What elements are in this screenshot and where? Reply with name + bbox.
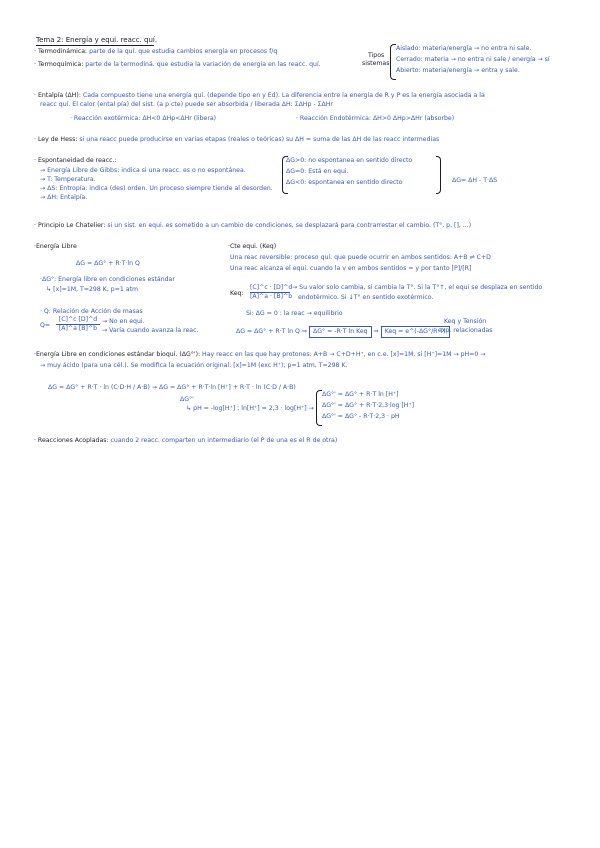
bioquimica-text1: Hay reacc en las que hay protones: A+B → C+D+H⁺, en c.e. [x]=1M, si [H⁺]=1M → pH=0 → — [202, 351, 486, 358]
entalpia-text1: Cada compuesto tiene una energía quí. (depende tipo en y Ed). La diferencia entre la energía de R y P es la energía asociada a la — [82, 92, 485, 99]
esp-item-entropia: → ΔS: Entropía: indica (des) orden. Un proceso siempre tiende al desorden. — [40, 185, 273, 192]
cte-equi-heading: ·Cte equi. (Keq) — [228, 243, 277, 250]
q-fraction — [56, 316, 100, 333]
termoquimica-text: parte de la termodiná. que estudia la variación de energía en las reacc. quí. — [85, 61, 321, 68]
esp-item-temp: → T: Temperatura. — [40, 176, 96, 183]
tipos-label — [362, 52, 389, 68]
cond-negative: ΔG<0: espontanea en sentido directo — [286, 179, 403, 186]
entalpia-term: Entalpía (ΔH): — [37, 92, 81, 99]
termodinamica-term: Termodinámica: — [37, 48, 88, 55]
sistema-cerrado: Cerrado: materia → no entra ni sale / energía → sí — [396, 56, 550, 63]
q-notes — [102, 318, 198, 336]
q-denominator: [A]^a [B]^b — [58, 324, 98, 332]
entalpia-line1: · Entalpía (ΔH): Cada compuesto tiene una energía quí. (depende tipo en y Ed). La diferencia entre la energía de R y P es la energía asociada a la — [34, 92, 485, 99]
entalpia-exo: · Reacción exotérmica: ΔH<0 ΔHp<ΔHr (libera) — [70, 115, 217, 122]
relation-notes — [438, 318, 493, 336]
energia-libre-heading: ·Energía Libre — [34, 243, 77, 250]
espontaneidad-heading: Espontaneidad de reacc.: — [37, 157, 117, 164]
q-note-2: → Varía cuando avanza la reac. — [102, 327, 199, 334]
q-title: · Q: Relación de Acción de masas — [40, 308, 143, 315]
relation-lhs: ΔG = ΔG° + R·T ln Q ⇒ — [236, 328, 308, 335]
relation-note-1: Keq y Tensión — [444, 318, 487, 325]
boxed-keq: Keq = e^(-ΔG°/R·T) — [381, 326, 450, 338]
conditions-brace-right — [436, 156, 441, 194]
lechatelier-text: si un sist. en equi. es sometido a un cambio de condiciones, se desplazará para contrarrestar el cambio. (T°, p, [], ...) — [107, 222, 472, 229]
termoquimica-term: Termoquímica: — [37, 61, 84, 68]
acopladas-text: cuando 2 reacc. comparten un intermediario (el P de una es el R de otra) — [110, 437, 338, 444]
espontaneidad-conditions — [286, 157, 412, 190]
cte-equi-line1: Una reac reversible: proceso quí. que puede ocurrir en ambos sentidos: A+B ⇌ C+D — [230, 254, 491, 261]
cond-zero: ΔG=0: Está en equi. — [286, 168, 349, 175]
q-note-1: → No en equi. — [102, 318, 145, 325]
espontaneidad-term: · Espontaneidad de reacc.: — [34, 157, 117, 164]
bioquimica-results — [322, 391, 414, 424]
hess-term: Ley de Hess: — [37, 136, 78, 143]
relation-arrow: ⇒ — [373, 328, 379, 335]
gibbs-formula: ΔG= ΔH - T·ΔS — [452, 177, 498, 184]
result-2: ΔG°' = ΔG° + R·T·2,3·log [H⁺] — [322, 402, 415, 409]
dg0-title: ·ΔG°: Energía libre en condiciones estándar — [40, 276, 175, 283]
result-3: ΔG°' = ΔG° - R·T·2,3 · pH — [322, 413, 400, 420]
q-numerator: [C]^c [D]^d — [56, 316, 100, 325]
page-title: Tema 2: Energía y equi. reacc. quí. — [36, 36, 158, 44]
sistema-abierto: Abierto: materia/energía → entra y sale. — [396, 67, 520, 74]
result-1: ΔG°' = ΔG° + R·T ln [H⁺] — [322, 391, 399, 398]
entalpia-line2: reacc quí. El calor (ental pía) del sist. (a p cte) puede ser absorbida / liberada ΔH: ΣΔHp - ΣΔHr — [40, 101, 333, 108]
keq-note-1: → Su valor solo cambia, si cambia la T°. Si la T°↑, el equi se desplaza en sentido — [292, 284, 543, 291]
relation-note-2: exp. relacionadas — [438, 327, 493, 334]
acopladas-line — [34, 437, 337, 445]
dg0-conditions: ↳ [x]=1M, T=298 K, p=1 atm — [46, 286, 139, 293]
bioquimica-line2: → muy ácido (para una cél.). Se modifica la ecuación original: [x]=1M (exc H⁺); p=1 atm, T=298 K. — [40, 362, 348, 369]
esp-item-entalpia: → ΔH: Entalpía. — [40, 194, 88, 201]
keq-denominator: [A]^a · [B]^b — [250, 292, 293, 300]
esp-item-gibbs: → Energía Libre de Gibbs: indica si una reacc. es o no espontánea. — [40, 167, 246, 174]
bioquimica-line1 — [34, 351, 485, 359]
cond-positive: ΔG>0: no espontanea en sentido directo — [286, 157, 413, 164]
acopladas-term: · Reacciones Acopladas: — [34, 437, 109, 444]
bioquimica-ph: ↳ pH = -log[H⁺] ; ln[H⁺] = 2,3 · log[H⁺] → — [186, 405, 314, 412]
title-underline — [36, 45, 154, 46]
tipos-label-2: sistemas — [362, 59, 390, 67]
entalpia-endo: · Reacción Endotérmica: ΔH>0 ΔHp>ΔHr (absorbe) — [296, 115, 455, 122]
bioquimica-eq: ΔG = ΔG° + R·T · ln (C·D·H / A·B) → ΔG = ΔG° + R·T·ln [H⁺] + R·T · ln (C·D / A·B) — [48, 384, 296, 391]
cte-equi-line2: Una reac alcanza el equi. cuando la v en ambos sentidos = y por tanto [P]/[R] — [230, 265, 472, 272]
hess-text: si una reacc puede producirse en varias etapas (reales o teóricas) su ΔH = suma de las ΔH de las reacc intermedias — [79, 136, 440, 143]
bioquimica-dg0p: ΔG°' — [180, 396, 194, 403]
espontaneidad-items — [40, 167, 273, 203]
lechatelier-term: Principio Le Chatelier: — [37, 222, 106, 229]
sistemas-list — [396, 45, 550, 78]
hess-line: · Ley de Hess: si una reacc puede producirse en varias etapas (reales o teóricas) su ΔH = suma de las ΔH de las reacc intermedias — [34, 136, 440, 143]
keq-label: Keq: — [230, 290, 244, 297]
energia-libre-eq: ΔG = ΔG° + R·T·ln Q — [76, 260, 140, 267]
termoquimica-line: · Termoquímica: parte de la termodiná. que estudia la variación de energía en las reacc. quí. — [34, 61, 321, 68]
keq-note-2: endotérmico. Si ↓T° en sentido exotérmico. — [298, 294, 434, 301]
si-line: Si: ΔG = 0 : la reac → equilibrio — [246, 310, 343, 317]
termodinamica-line: · Termodinámica: parte de la quí. que estudia cambios energía en procesos f/q — [34, 48, 278, 55]
lechatelier-line: · Principio Le Chatelier: si un sist. en equi. es sometido a un cambio de condiciones, se desplazará para contrarrestar el cambio. (T°, p, [], ...) — [34, 222, 472, 229]
relation-line — [236, 326, 450, 338]
bioquimica-term: ·Energía Libre en condiciones estándar bioquí. (ΔG°'): — [34, 351, 201, 358]
keq-fraction — [250, 284, 293, 301]
keq-numerator: [C]^c · [D]^d — [250, 284, 293, 291]
q-label: Q= — [40, 322, 51, 329]
termodinamica-text: parte de la quí. que estudia cambios energía en procesos f/q — [89, 48, 278, 55]
boxed-dg0: ΔG° = -R·T ln Keq — [309, 326, 372, 338]
sistema-aislado: Aislado: materia/energía → no entra ni sale. — [396, 45, 532, 52]
tipos-label-1: Tipos — [368, 52, 385, 59]
